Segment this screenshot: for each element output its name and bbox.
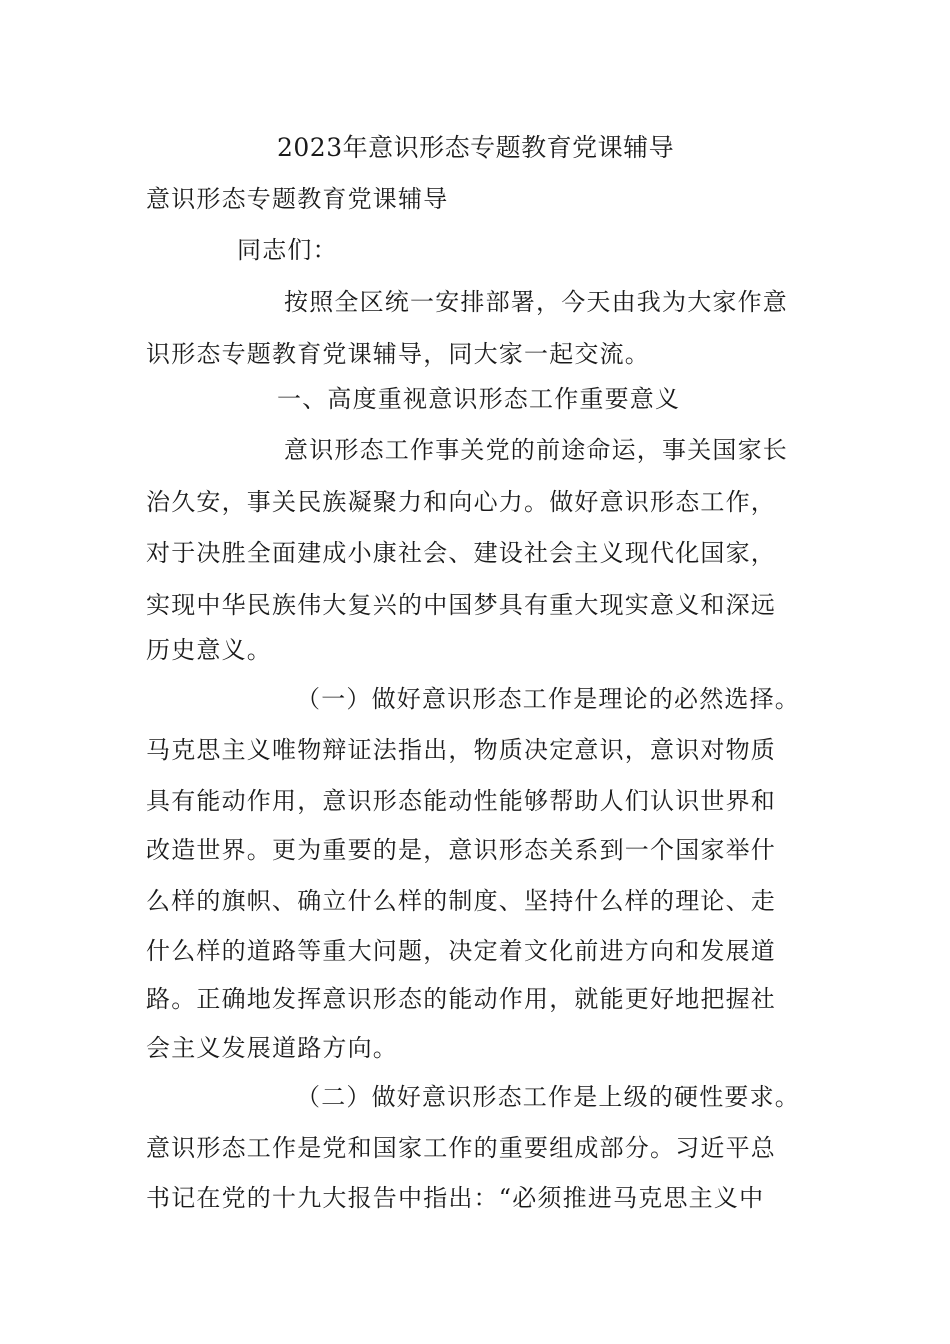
body-line: 路。正确地发挥意识形态的能动作用，就能更好地把握社 [146,985,776,1013]
body-line: 意识形态工作是党和国家工作的重要组成部分。习近平总 [146,1134,776,1162]
body-line: 什么样的道路等重大问题，决定着文化前进方向和发展道 [146,937,776,965]
subsection-heading: （二）做好意识形态工作是上级的硬性要求。 [296,1083,800,1111]
body-line: 马克思主义唯物辩证法指出，物质决定意识，意识对物质 [146,736,776,764]
document-subtitle: 意识形态专题教育党课辅导 [146,185,449,213]
salutation: 同志们： [237,236,338,264]
intro-line: 按照全区统一安排部署，今天由我为大家作意 [284,288,788,316]
body-line: 实现中华民族伟大复兴的中国梦具有重大现实意义和深远 [146,591,776,619]
body-line: 改造世界。更为重要的是，意识形态关系到一个国家举什 [146,836,776,864]
subsection-heading: （一）做好意识形态工作是理论的必然选择。 [296,685,800,713]
body-line: 书记在党的十九大报告中指出：“必须推进马克思主义中 [146,1184,765,1212]
body-line: 意识形态工作事关党的前途命运，事关国家长 [284,436,788,464]
body-line: 么样的旗帜、确立什么样的制度、坚持什么样的理论、走 [146,887,776,915]
body-line: 具有能动作用，意识形态能动性能够帮助人们认识世界和 [146,787,776,815]
body-line: 历史意义。 [146,636,272,664]
intro-line: 识形态专题教育党课辅导，同大家一起交流。 [146,340,650,368]
body-line: 对于决胜全面建成小康社会、建设社会主义现代化国家， [146,539,776,567]
document-title: 2023年意识形态专题教育党课辅导 [277,133,675,162]
body-line: 治久安，事关民族凝聚力和向心力。做好意识形态工作， [146,488,776,516]
body-line: 会主义发展道路方向。 [146,1034,398,1062]
section-heading: 一、高度重视意识形态工作重要意义 [277,385,681,413]
